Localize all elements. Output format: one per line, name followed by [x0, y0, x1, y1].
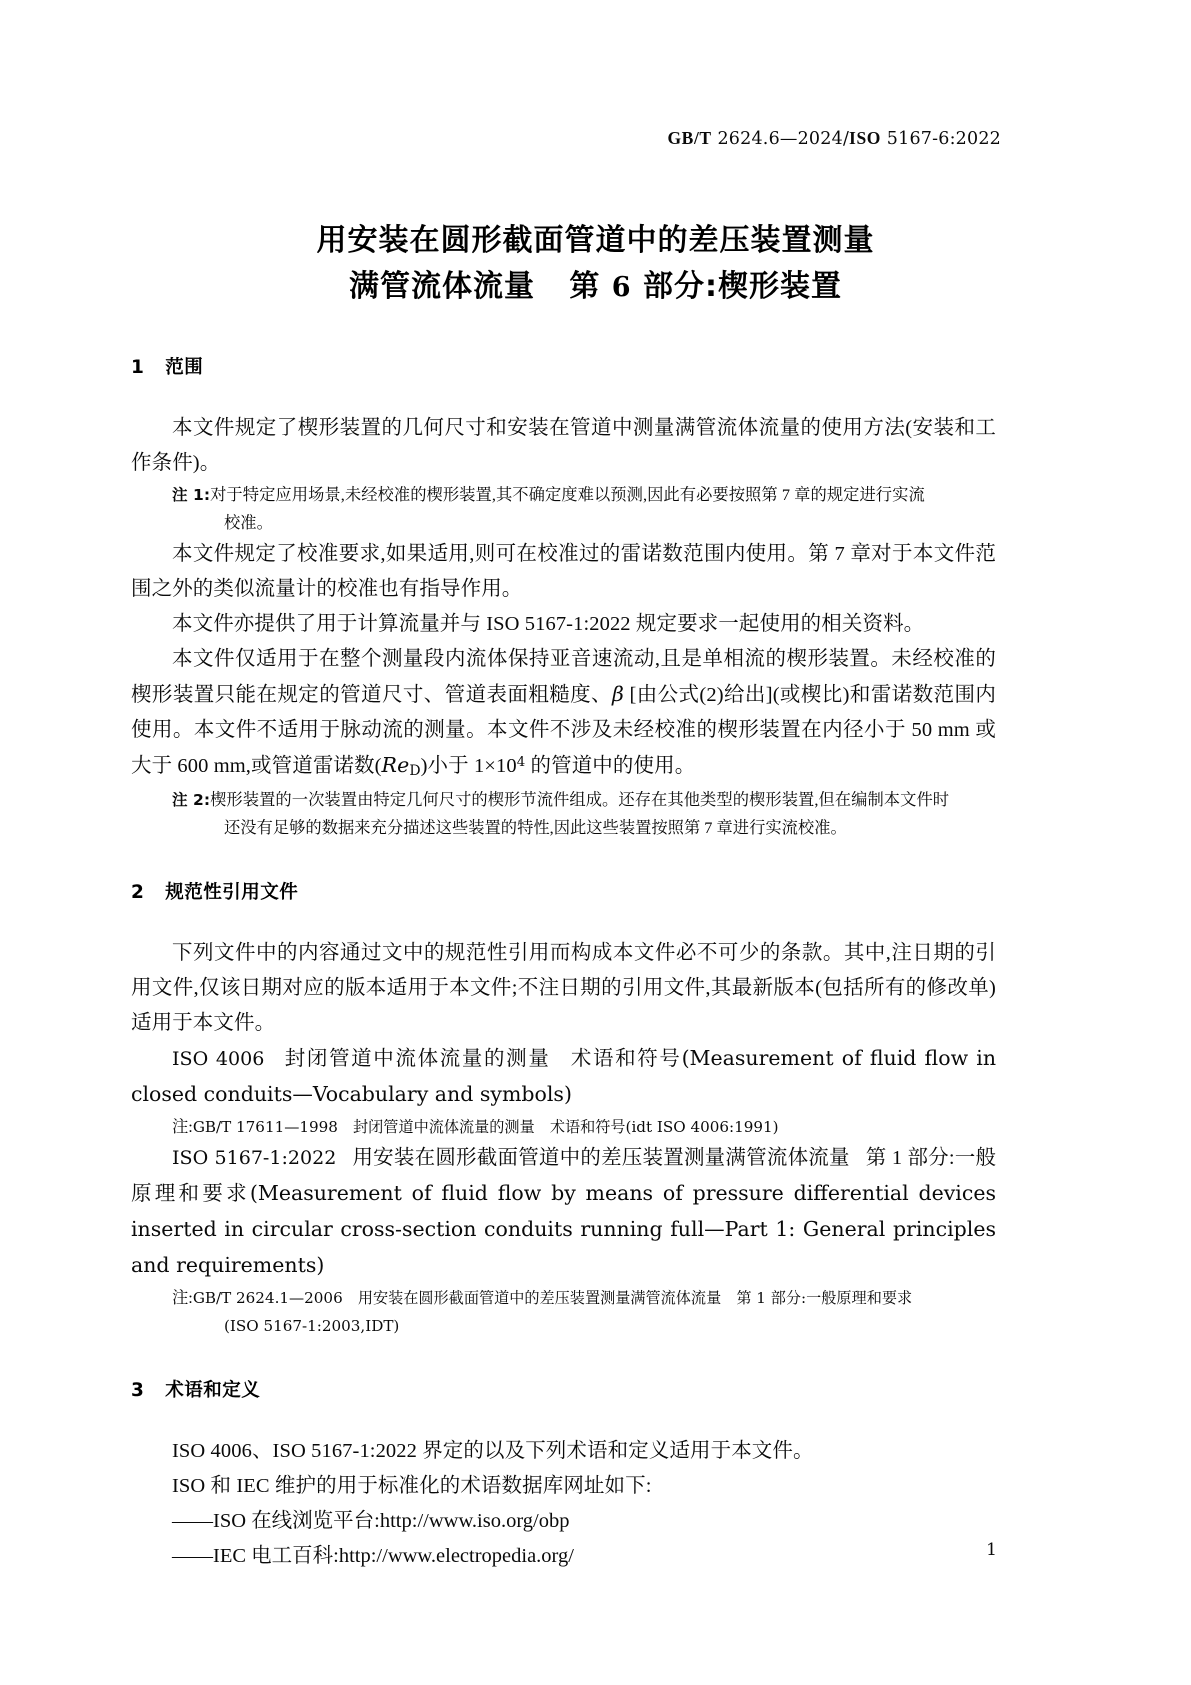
reference-iso5167-en: (Measurement of fluid flow by means of pressure differential devices inserted in circular cross-section conduits running full—Part 1: General principles and requirements): [131, 1181, 996, 1277]
reference-iso5167-note-continued: [131, 1312, 996, 1340]
reference-iso4006-cn: 封闭管道中流体流量的测量: [284, 1048, 551, 1070]
section-3-number: 3: [131, 1380, 145, 1401]
section-1-note-2-continued: 还没有足够的数据来充分描述这些装置的特性,因此这些装置按照第 7 章进行实流校准。: [224, 818, 847, 837]
reference-iso5167-cn: 用安装在圆形截面管道中的差压装置测量满管流体流量: [352, 1147, 850, 1169]
reference-iso5167-id: ISO 5167-1:2022: [172, 1147, 337, 1169]
section-3-paragraph-1: ISO 4006、ISO 5167-1:2022 界定的以及下列术语和定义适用于本文件。: [172, 1440, 814, 1462]
header-standard-number: 2624.6—2024/: [717, 129, 850, 149]
title-part-number: 6: [611, 272, 632, 303]
title-line-2: [0, 264, 1191, 311]
note-2-label: 注 2:: [172, 791, 211, 809]
reynolds-symbol: Re: [381, 753, 410, 777]
page-number: 1: [986, 1540, 997, 1560]
running-header: [667, 128, 1001, 149]
section-1-number: 1: [131, 357, 145, 378]
paragraph-4-part-d: 的管道中的使用。: [525, 755, 696, 777]
document-body: [131, 355, 996, 1574]
note-2-text: 楔形装置的一次装置由特定几何尺寸的楔形节流件组成。还存在其他类型的楔形装置,但在编制本文件时: [210, 790, 950, 809]
section-1-note-1: [131, 481, 996, 509]
title-part-a: 满管流体流量: [348, 269, 535, 304]
section-3-paragraph-2: ISO 和 IEC 维护的用于标准化的术语数据库网址如下:: [172, 1475, 652, 1497]
reference-iso4006-id: ISO 4006: [172, 1048, 265, 1070]
header-standard-code: GB/T: [667, 128, 712, 148]
title-part-b: 第: [569, 269, 601, 304]
section-2-number: 2: [131, 882, 145, 903]
section-1-title: 范围: [165, 357, 204, 378]
document-title: [0, 218, 1191, 311]
title-line-1: 用安装在圆形截面管道中的差压装置测量: [316, 223, 875, 258]
reference-item-iso5167: [131, 1141, 996, 1284]
note-1-label: 注 1:: [172, 486, 211, 504]
header-iso-number: 5167-6:2022: [886, 129, 1001, 149]
section-2-paragraph-1: 下列文件中的内容通过文中的规范性引用而构成本文件必不可少的条款。其中,注日期的引用文件,仅该日期对应的版本适用于本文件;不注日期的引用文件,其最新版本(包括所有的修改单)适用于本文件。: [131, 942, 996, 1034]
reynolds-subscript: D: [409, 763, 421, 780]
section-heading-2: [131, 880, 996, 906]
section-3-title: 术语和定义: [165, 1380, 261, 1401]
paragraph-4-part-c: )小于 1×10: [420, 755, 517, 777]
section-3-list-item-iec: ——IEC 电工百科:http://www.electropedia.org/: [172, 1545, 574, 1567]
reference-iso5167-note: [131, 1284, 996, 1312]
reference-iso4006-cn2: 术语和符号: [570, 1048, 682, 1070]
reference-iso4006-note: [131, 1113, 996, 1141]
section-1-paragraph-1: 本文件规定了楔形装置的几何尺寸和安装在管道中测量满管流体流量的使用方法(安装和工作条件)。: [131, 417, 996, 474]
reference-iso5167-cn2: 第 1 部分:一般原理和要求: [131, 1147, 997, 1205]
reference-item-iso4006: [131, 1041, 996, 1113]
section-1-note-2: [131, 786, 996, 814]
section-1-paragraph-4: [131, 642, 996, 786]
reference-iso4006-en: (Measurement of fluid flow in closed conduits—Vocabulary and symbols): [131, 1046, 997, 1106]
beta-symbol: β: [611, 682, 624, 706]
iso5167-note-label: 注:: [172, 1288, 193, 1307]
paragraph-4-part-a: 本文件仅适用于在整个测量段内流体保持亚音速流动,且是单相流的楔形装置。未经校准的楔形装置只能在规定的管道尺寸、管道表面粗糙度、: [131, 648, 996, 706]
iso5167-note-text-cont: (ISO 5167-1:2003,IDT): [224, 1317, 400, 1335]
paragraph-4-part-b: [由公式(2)给出](或楔比)和雷诺数范围内使用。本文件不适用于脉动流的测量。本文件不涉及未经校准的楔形装置在内径小于 50 mm 或大于 600 mm,或管道雷诺数(: [131, 684, 996, 777]
note-1-text: 对于特定应用场景,未经校准的楔形装置,其不确定度难以预测,因此有必要按照第 7 章的规定进行实流: [210, 485, 925, 504]
section-heading-3: [131, 1378, 996, 1404]
section-heading-1: [131, 355, 996, 381]
section-1-paragraph-3: 本文件亦提供了用于计算流量并与 ISO 5167-1:2022 规定要求一起使用的相关资料。: [172, 613, 925, 635]
header-iso-code: ISO: [849, 128, 882, 148]
iso4006-note-text: GB/T 17611—1998 封闭管道中流体流量的测量 术语和符号(idt ISO 4006:1991): [192, 1118, 779, 1136]
section-1-note-1-continued: 校准。: [224, 513, 273, 532]
section-2-title: 规范性引用文件: [165, 882, 299, 903]
reynolds-exponent: 4: [516, 754, 526, 770]
iso4006-note-label: 注:: [172, 1117, 193, 1136]
section-1-paragraph-2: 本文件规定了校准要求,如果适用,则可在校准过的雷诺数范围内使用。第 7 章对于本文件范围之外的类似流量计的校准也有指导作用。: [131, 543, 996, 600]
section-3-list-item-iso: ——ISO 在线浏览平台:http://www.iso.org/obp: [172, 1510, 570, 1532]
title-part-c: 部分:楔形装置: [643, 269, 843, 304]
iso5167-note-text: GB/T 2624.1—2006 用安装在圆形截面管道中的差压装置测量满管流体流量 第 1 部分:一般原理和要求: [192, 1289, 913, 1307]
